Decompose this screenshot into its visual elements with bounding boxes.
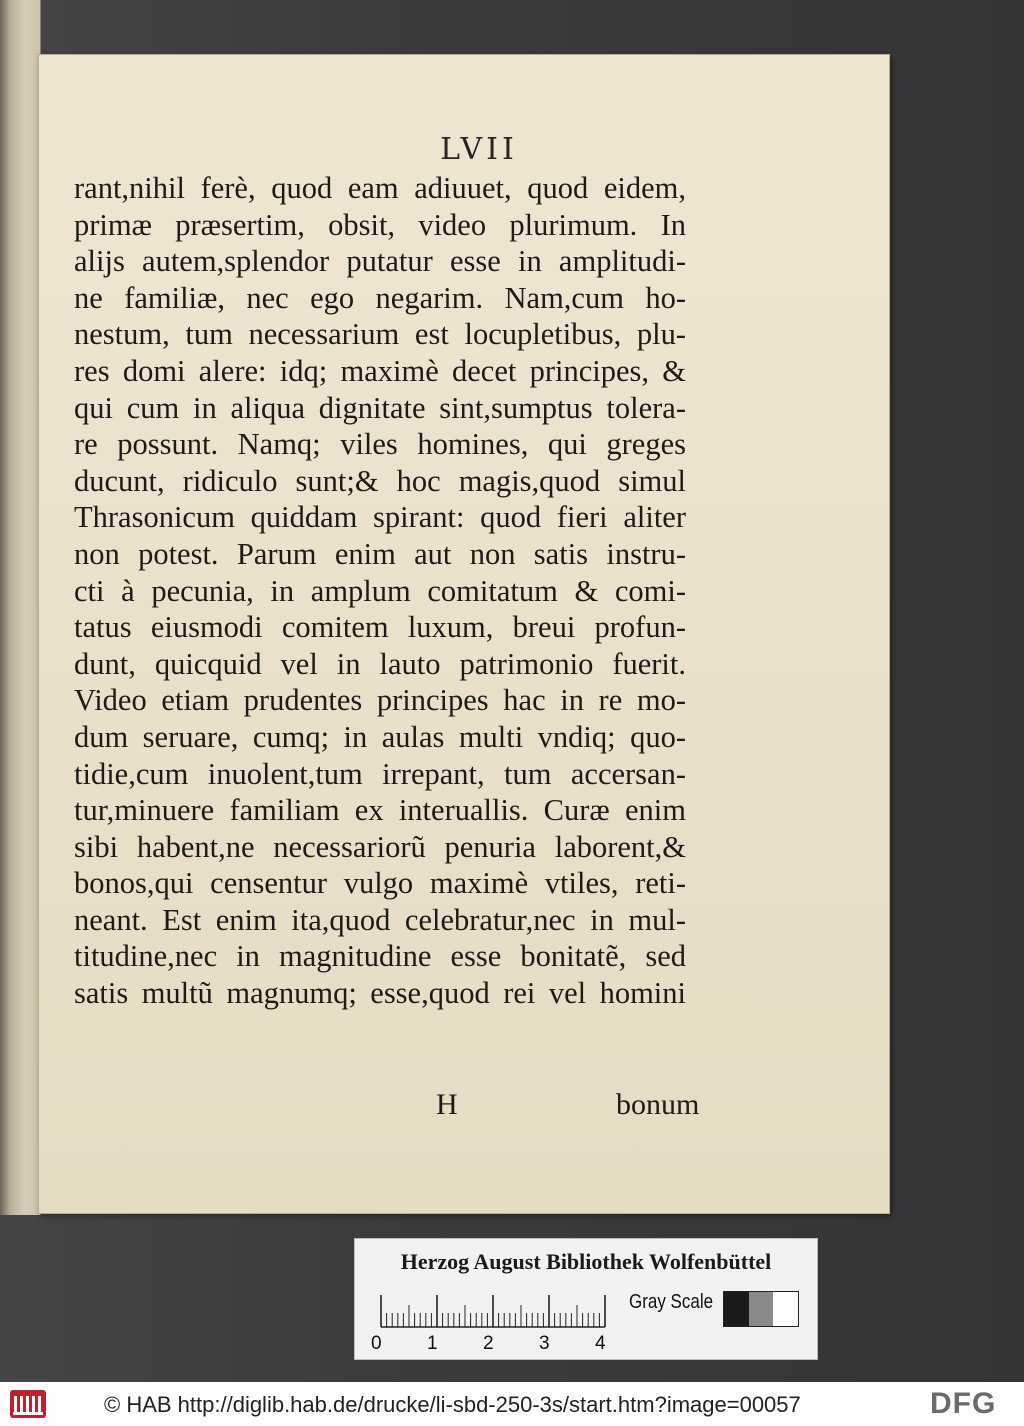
text-line: Video etiam prudentes principes hac in re mo-	[74, 683, 686, 718]
text-line: primæ præsertim, obsit, video plurimum. In	[74, 207, 686, 242]
ruler-number: 1	[427, 1333, 438, 1354]
text-line: Thrasonicum quiddam spirant: quod fieri aliter	[74, 500, 686, 535]
text-line: nestum, tum necessarium est locupletibus, plu-	[74, 317, 686, 352]
text-line: re possunt. Namq; viles homines, qui greges	[74, 427, 686, 462]
ruler-number: 4	[595, 1333, 606, 1354]
text-line: satis multũ magnumq; esse,quod rei vel homini	[74, 976, 686, 1011]
gray-swatch	[724, 1292, 749, 1326]
text-line: rant,nihil ferè, quod eam adiuuet, quod eidem,	[74, 171, 686, 205]
text-line: dum seruare, cumq; in aulas multi vndiq; quo-	[74, 719, 686, 754]
footer-bar	[0, 1382, 1024, 1426]
gray-swatch	[773, 1292, 798, 1326]
text-line: cti à pecunia, in amplum comitatum & comi-	[74, 573, 686, 608]
text-line: neant. Est enim ita,quod celebratur,nec in mul-	[74, 902, 686, 937]
page-text	[74, 170, 686, 1012]
ruler-number: 3	[539, 1333, 550, 1354]
signature-mark: H	[436, 1088, 458, 1121]
copyright-url[interactable]: © HAB http://diglib.hab.de/drucke/li-sbd-250-3s/start.htm?image=00057	[104, 1392, 801, 1417]
catchword: bonum	[616, 1088, 700, 1121]
library-building-icon	[10, 1390, 46, 1418]
text-line: bonos,qui censentur vulgo maximè vtiles, reti-	[74, 866, 686, 901]
text-line: ne familiæ, nec ego negarim. Nam,cum ho-	[74, 280, 686, 315]
color-reference-card	[354, 1238, 818, 1360]
page-folio: LVII	[440, 132, 518, 167]
text-line: tur,minuere familiam ex interuallis. Curæ enim	[74, 793, 686, 828]
text-line: tidie,cum inuolent,tum irrepant, tum accersan-	[74, 756, 686, 791]
text-line: res domi alere: idq; maximè decet principes, &	[74, 353, 686, 388]
text-line: sibi habent,ne necessariorũ penuria laborent,&	[74, 829, 686, 864]
text-line: titudine,nec in magnitudine esse bonitatẽ, sed	[74, 939, 686, 974]
ruler-number: 2	[483, 1333, 494, 1354]
gray-scale-swatches	[723, 1291, 799, 1327]
card-title: Herzog August Bibliothek Wolfenbüttel	[400, 1249, 772, 1274]
text-line: qui cum in aliqua dignitate sint,sumptus tolera-	[74, 390, 686, 425]
gray-scale-label: Gray Scale	[629, 1291, 714, 1313]
ruler	[379, 1295, 609, 1329]
text-line: tatus eiusmodi comitem luxum, breui profun-	[74, 610, 686, 645]
facing-page-edge	[0, 0, 41, 1215]
ruler-number: 0	[371, 1333, 382, 1354]
gray-swatch	[749, 1292, 774, 1326]
dfg-logo: DFG	[930, 1387, 997, 1420]
text-line: ducunt, ridiculo sunt;& hoc magis,quod simul	[74, 463, 686, 498]
text-line: non potest. Parum enim aut non satis instru-	[74, 536, 686, 571]
book-page	[38, 54, 890, 1214]
text-line: alijs autem,splendor putatur esse in amplitudi-	[74, 244, 686, 279]
text-line: dunt, quicquid vel in lauto patrimonio fuerit.	[74, 646, 686, 681]
